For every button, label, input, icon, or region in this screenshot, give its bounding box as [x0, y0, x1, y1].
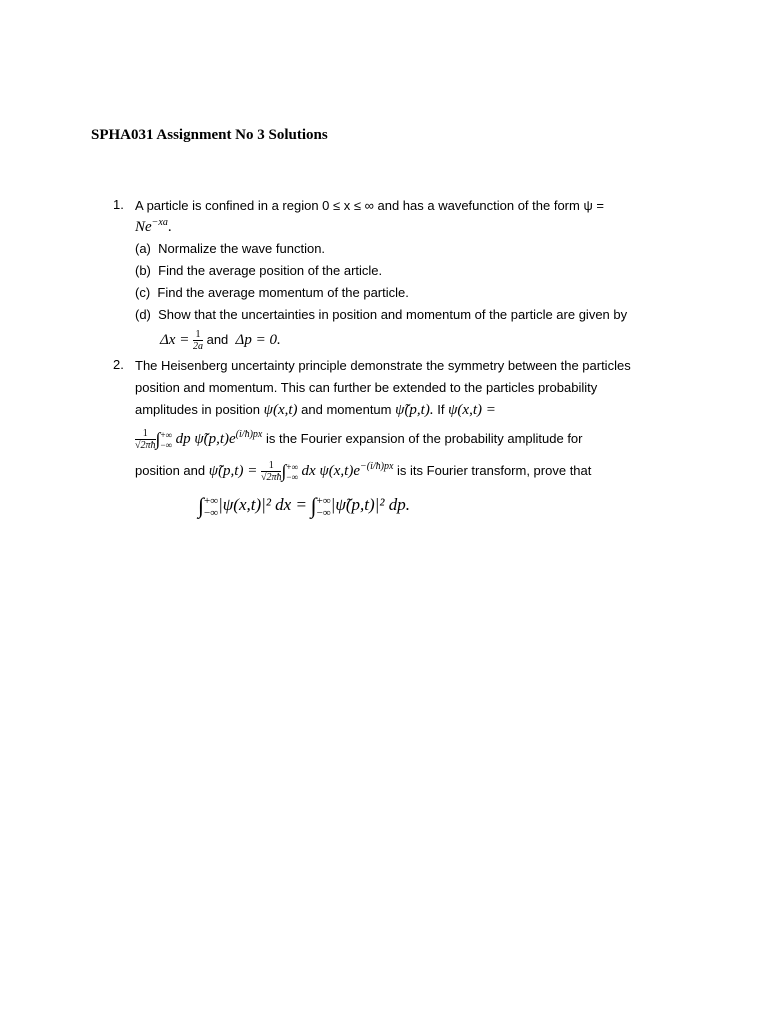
part-label: (a)	[135, 241, 151, 256]
parseval-equation	[198, 488, 410, 521]
text: is the Fourier expansion of the probability amplitude for	[265, 431, 583, 446]
integral-symbol: ∫	[310, 493, 317, 518]
delta-p-formula: Δp = 0.	[235, 332, 281, 348]
lower-limit: −∞	[316, 506, 331, 519]
and-text: and	[206, 332, 229, 347]
part-label: (c)	[135, 285, 151, 300]
fourier-exponent: −(i/ħ)px	[360, 461, 394, 472]
delta-x-label: Δx =	[160, 332, 190, 348]
parseval-right-side: |ψ̃(p,t)|² dp.	[330, 495, 410, 514]
question-1-line-1: A particle is confined in a region 0 ≤ x ≤ ∞ and has a wavefunction of the form ψ =	[135, 198, 604, 213]
text: position and	[135, 463, 206, 478]
part-text: Find the average momentum of the particle.	[157, 285, 409, 300]
integral-symbol: ∫	[281, 461, 287, 481]
integral-symbol: ∫	[198, 493, 205, 518]
wavefunction-period: .	[167, 219, 172, 235]
wavefunction-base: Ne	[135, 219, 152, 235]
lower-limit: −∞	[204, 506, 219, 519]
question-1-part-c	[135, 284, 409, 302]
part-text: Find the average position of the article.	[158, 263, 383, 278]
upper-limit: +∞	[160, 429, 172, 440]
fourier-exponent: (i/ħ)px	[235, 429, 263, 440]
psi-tilde-equals: ψ̃(p,t) =	[208, 463, 258, 479]
fraction-numerator: 1	[261, 460, 282, 472]
question-2-line-5	[135, 456, 591, 486]
psi-tilde-p-t: ψ̃(p,t).	[395, 402, 434, 418]
lower-limit: −∞	[160, 439, 172, 450]
wavefunction-exponent: −xa	[151, 217, 168, 228]
psi-x-t: ψ(x,t)	[263, 402, 298, 418]
lower-limit: −∞	[286, 471, 298, 482]
fourier-expansion-integrand: dp ψ̃(p,t)e	[175, 431, 236, 447]
text: If	[437, 402, 445, 417]
part-label: (b)	[135, 263, 151, 278]
uncertainty-formula	[160, 328, 281, 352]
question-1-line-2	[135, 218, 172, 238]
upper-limit: +∞	[204, 494, 219, 507]
fraction-denominator: √2πħ	[260, 472, 282, 484]
question-2-number: 2.	[113, 357, 124, 372]
integral-symbol: ∫	[155, 429, 161, 449]
normalization-fraction	[135, 428, 156, 451]
part-text: Normalize the wave function.	[158, 241, 326, 256]
part-text: Show that the uncertainties in position and momentum of the particle are given by	[158, 307, 628, 322]
fraction-numerator: 1	[135, 428, 156, 440]
upper-limit: +∞	[316, 494, 331, 507]
fraction-denominator: √2πħ	[135, 440, 156, 452]
normalization-fraction	[261, 460, 282, 483]
text: and momentum	[301, 402, 392, 417]
text: amplitudes in position	[135, 402, 261, 417]
question-2-line-1: The Heisenberg uncertainty principle demonstrate the symmetry between the particles	[135, 358, 631, 373]
upper-limit: +∞	[286, 461, 298, 472]
parseval-left-side: |ψ(x,t)|² dx =	[218, 495, 307, 514]
question-1-part-a	[135, 240, 325, 258]
delta-x-fraction	[193, 329, 203, 352]
question-1-part-b	[135, 262, 382, 280]
integral-limits	[204, 495, 218, 519]
fraction-numerator: 1	[193, 329, 203, 341]
question-2-line-4	[135, 424, 583, 454]
question-1-number: 1.	[113, 197, 124, 212]
integral-limits	[317, 495, 331, 519]
question-2-line-3	[135, 401, 496, 419]
integral-limits	[160, 430, 172, 450]
fraction-denominator: 2a	[192, 341, 203, 353]
fourier-transform-integrand: dx ψ(x,t)e	[301, 463, 360, 479]
psi-x-t-equals: ψ(x,t) =	[448, 402, 496, 418]
part-label: (d)	[135, 307, 151, 322]
integral-limits	[286, 462, 298, 482]
document-title: SPHA031 Assignment No 3 Solutions	[91, 127, 328, 143]
question-1-part-d	[135, 306, 627, 324]
text: is its Fourier transform, prove that	[397, 463, 592, 478]
question-2-line-2: position and momentum. This can further be extended to the particles probability	[135, 380, 598, 395]
